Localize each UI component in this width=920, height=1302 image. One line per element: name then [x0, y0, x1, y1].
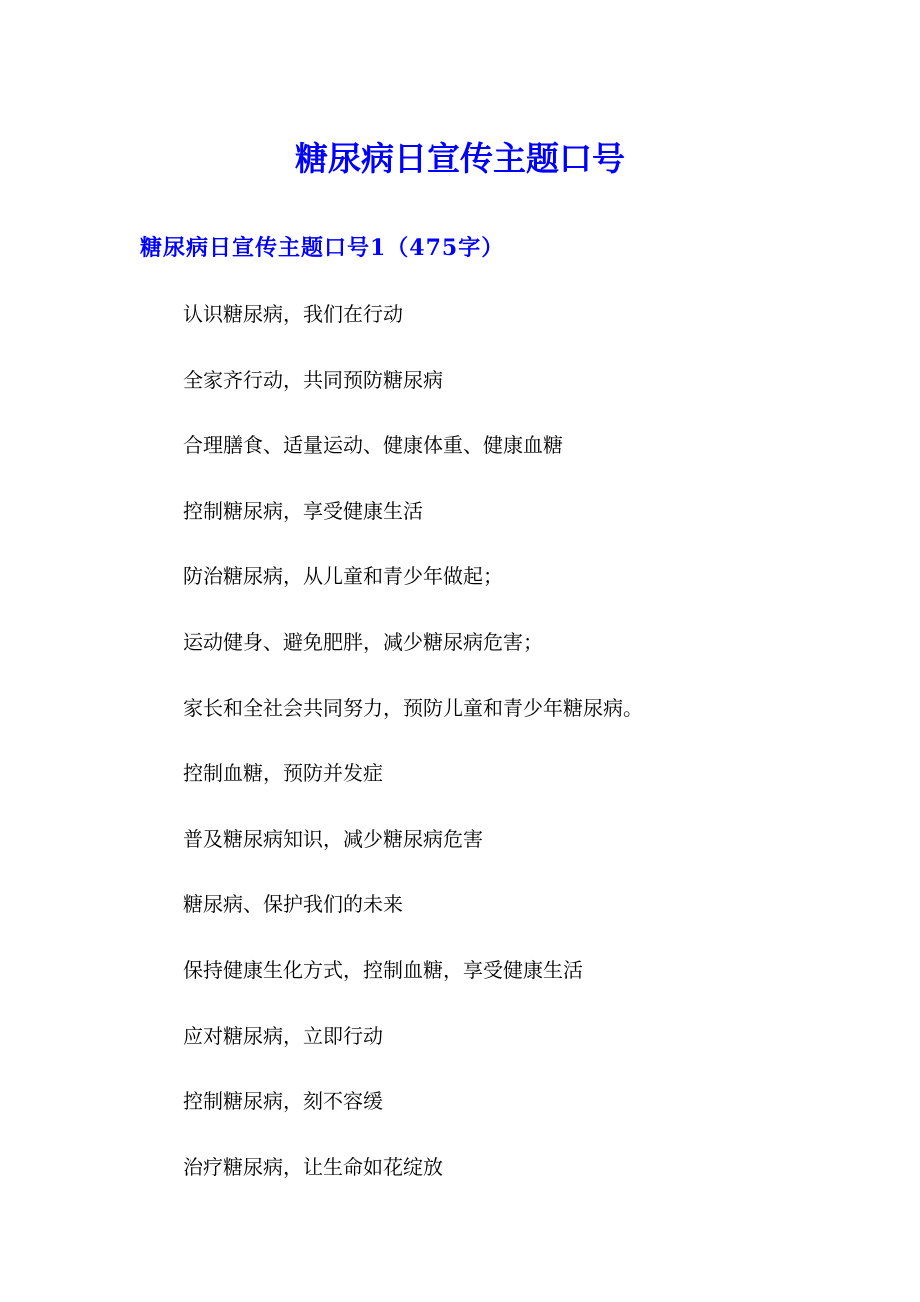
- slogan-item: 全家齐行动，共同预防糖尿病: [183, 367, 443, 392]
- slogan-item: 运动健身、避免肥胖，减少糖尿病危害；: [183, 629, 543, 654]
- slogan-list: [183, 298, 643, 1216]
- document-title: 糖尿病日宣传主题口号: [295, 139, 625, 178]
- slogan-item: 合理膳食、适量运动、健康体重、健康血糖: [183, 433, 563, 458]
- slogan-item: 普及糖尿病知识，减少糖尿病危害: [183, 826, 483, 851]
- slogan-item: 治疗糖尿病，让生命如花绽放: [183, 1154, 443, 1179]
- section-heading: 糖尿病日宣传主题口号1（475字）: [140, 235, 505, 261]
- slogan-item: 控制血糖，预防并发症: [183, 761, 383, 786]
- slogan-item: 保持健康生化方式，控制血糖，享受健康生活: [183, 957, 583, 982]
- slogan-item: 家长和全社会共同努力，预防儿童和青少年糖尿病。: [183, 695, 643, 720]
- slogan-item: 控制糖尿病，享受健康生活: [183, 498, 423, 523]
- slogan-item: 控制糖尿病，刻不容缓: [183, 1089, 383, 1114]
- slogan-item: 应对糖尿病，立即行动: [183, 1023, 383, 1048]
- slogan-item: 认识糖尿病，我们在行动: [183, 302, 403, 326]
- slogan-item: 糖尿病、保护我们的未来: [183, 892, 403, 917]
- slogan-item: 防治糖尿病，从儿童和青少年做起；: [183, 564, 503, 589]
